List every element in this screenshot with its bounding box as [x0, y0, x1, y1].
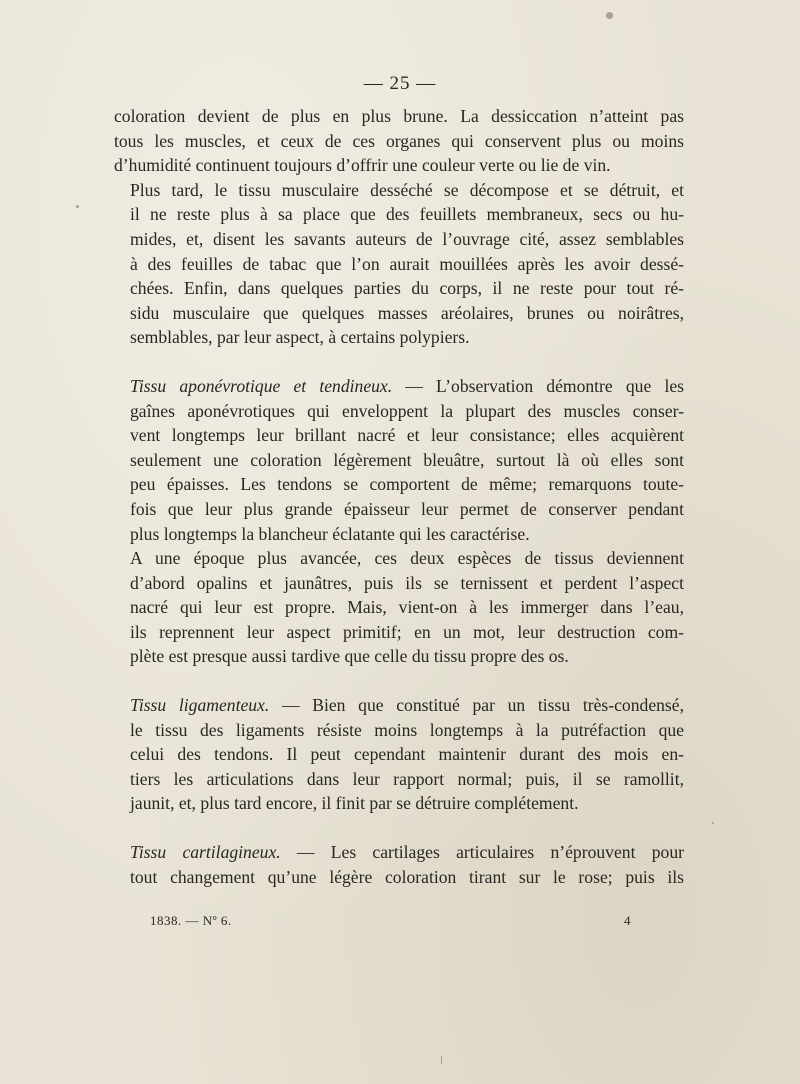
paragraph-1 [114, 104, 684, 178]
text-line: peu épaisses. Les tendons se comportent de même; remarquons toute- [130, 474, 684, 495]
text-line [114, 374, 684, 399]
text-line: nacré qui leur est propre. Mais, vient-on à les immerger dans l’eau, [130, 597, 684, 618]
text-line: semblables, par leur aspect, à certains polypiers. [130, 327, 470, 348]
paper-speck [712, 822, 714, 824]
text-line: chées. Enfin, dans quelques parties du corps, il ne reste pour tout ré- [130, 278, 684, 299]
section-heading: Tissu ligamenteux. [130, 695, 270, 716]
text-line: A une époque plus avancée, ces deux espèces de tissus deviennent [130, 548, 684, 569]
section-ligamenteux [114, 693, 684, 816]
text-line: ils reprennent leur aspect primitif; en un mot, leur destruction com- [130, 621, 684, 642]
heading-continuation: — Bien que constitué par un tissu très-condensé, [269, 695, 684, 716]
text-line: mides, et, disent les savants auteurs de l’ouvrage cité, assez semblables [130, 228, 684, 249]
text-line: d’humidité continuent toujours d’offrir une couleur verte ou lie de vin. [114, 155, 611, 176]
section-heading: Tissu aponévrotique et tendineux. [130, 375, 393, 396]
text-line: d’abord opalins et jaunâtres, puis ils se ternissent et perdent l’aspect [130, 572, 684, 593]
text-line [114, 840, 684, 865]
paper-speck [76, 205, 79, 208]
text-line: tiers les articulations dans leur rapport normal; puis, il se ramollit, [130, 768, 684, 789]
sheet-number: 4 [624, 913, 631, 928]
section-heading: Tissu cartilagineux. [130, 842, 281, 863]
text-line: sidu musculaire que quelques masses aréolaires, brunes ou noirâtres, [130, 302, 684, 323]
body-text [114, 104, 684, 889]
text-line: coloration devient de plus en plus brune. La dessiccation n’atteint pas [114, 106, 684, 126]
heading-continuation: — Les cartilages articulaires n’éprouvent pour [280, 842, 684, 863]
text-line [114, 693, 684, 718]
text-line: gaînes aponévrotiques qui enveloppent la plupart des muscles conser- [130, 400, 684, 421]
text-line: fois que leur plus grande épaisseur leur permet de conserver pendant [130, 498, 684, 519]
text-line: jaunit, et, plus tard encore, il finit par se détruire complétement. [130, 793, 579, 814]
text-line: celui des tendons. Il peut cependant maintenir durant des mois en- [130, 744, 684, 765]
text-line: seulement une coloration légèrement bleuâtre, surtout là où elles sont [130, 449, 684, 470]
text-line: à des feuilles de tabac que l’on aurait mouillées après les avoir dessé- [130, 253, 684, 274]
text-line: Plus tard, le tissu musculaire desséché se décompose et se détruit, et [130, 179, 684, 200]
heading-continuation: — L’observation démontre que les [392, 375, 684, 396]
text-line: tous les muscles, et ceux de ces organes qui conservent plus ou moins [114, 130, 684, 151]
section-cartilagineux [114, 840, 684, 889]
printer-signature: 1838. — Nº 6. [150, 913, 232, 928]
text-line: tout changement qu’une légère coloration tirant sur le rose; puis ils [130, 866, 684, 887]
section-aponevrotique [114, 374, 684, 546]
text-line: plète est presque aussi tardive que celle du tissu propre des os. [130, 646, 569, 667]
text-line: le tissu des ligaments résiste moins longtemps à la putréfaction que [130, 719, 684, 740]
text-line: vent longtemps leur brillant nacré et leur consistance; elles acquièrent [130, 425, 684, 446]
paragraph-4 [114, 546, 684, 669]
paragraph-2 [114, 178, 684, 350]
text-line: il ne reste plus à sa place que des feuillets membraneux, secs ou hu- [130, 204, 684, 225]
text-line: plus longtemps la blancheur éclatante qui les caractérise. [130, 523, 530, 544]
page-number: — 25 — [363, 73, 437, 94]
paper-speck [441, 1056, 442, 1064]
paper-speck [606, 12, 613, 19]
